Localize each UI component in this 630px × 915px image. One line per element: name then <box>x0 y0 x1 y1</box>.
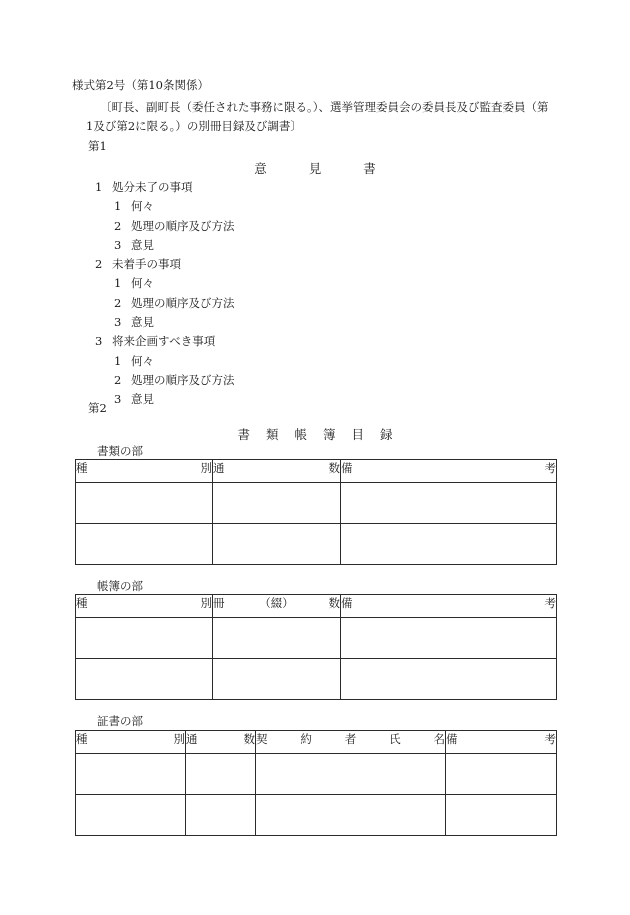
certificates-table-caption: 証書の部 <box>97 714 143 728</box>
outline-item-2-sub-3-number: 3 <box>114 315 122 330</box>
catalog-title-char-5: 目 <box>351 427 365 442</box>
documents-header-count-left: 通 <box>213 461 225 475</box>
opinion-title <box>0 159 630 177</box>
documents-header-type <box>76 460 213 483</box>
certificates-header-count-left: 通 <box>186 732 198 746</box>
certificates-cell-party[interactable] <box>256 795 446 836</box>
outline-item-1-sub-2 <box>0 217 630 236</box>
outline-item-1-label: 処分未了の事項 <box>112 180 193 194</box>
catalog-title-char-4: 簿 <box>323 427 336 442</box>
documents-header-remarks-right: 考 <box>544 461 556 475</box>
table-row <box>76 754 557 795</box>
ledgers-header-type-right: 別 <box>200 596 212 610</box>
outline-item-3-number: 3 <box>95 334 103 349</box>
ledgers-header-count <box>213 595 341 618</box>
certificates-header-party-name <box>256 731 446 754</box>
documents-cell-type[interactable] <box>76 524 213 565</box>
ledgers-cell-type[interactable] <box>76 659 213 700</box>
outline-item-2-sub-2-label: 処理の順序及び方法 <box>131 295 235 310</box>
outline-item-3-sub-1-number: 1 <box>114 353 122 368</box>
documents-cell-remarks[interactable] <box>341 483 557 524</box>
table-header-row <box>76 731 557 754</box>
certificates-cell-count[interactable] <box>186 795 256 836</box>
outline-item-3-sub-3-number: 3 <box>114 392 122 407</box>
outline-item-1-sub-2-label: 処理の順序及び方法 <box>131 218 235 233</box>
certificates-header-count <box>186 731 256 754</box>
table-row <box>76 659 557 700</box>
outline-item-2-sub-1 <box>0 274 630 293</box>
section-1-label: 第1 <box>88 139 107 153</box>
ledgers-cell-type[interactable] <box>76 618 213 659</box>
table-header-row <box>76 460 557 483</box>
opinion-title-char-3: 書 <box>363 161 376 176</box>
outline-item-1-sub-1 <box>0 197 630 216</box>
ledgers-header-count-left: 冊 <box>213 596 225 610</box>
certificates-header-type <box>76 731 186 754</box>
ledgers-header-count-mid: （綴） <box>259 596 294 610</box>
ledgers-table-caption: 帳簿の部 <box>97 579 143 593</box>
certificates-header-remarks-left: 備 <box>446 732 458 746</box>
outline-list <box>0 178 630 410</box>
opinion-title-char-1: 意 <box>254 161 267 176</box>
table-row <box>76 795 557 836</box>
certificates-header-type-right: 別 <box>173 732 185 746</box>
catalog-title-char-3: 帳 <box>294 427 307 442</box>
documents-cell-count[interactable] <box>213 524 341 565</box>
bracket-note <box>72 98 559 136</box>
certificates-cell-count[interactable] <box>186 754 256 795</box>
outline-item-2-sub-2-number: 2 <box>114 295 122 310</box>
outline-item-2-number: 2 <box>95 257 103 272</box>
outline-item-3-sub-3-label: 意見 <box>131 392 154 407</box>
certificates-table <box>75 730 557 836</box>
outline-item-2-sub-1-label: 何々 <box>131 276 154 291</box>
ledgers-cell-remarks[interactable] <box>341 659 557 700</box>
section-2-label: 第2 <box>88 401 107 415</box>
outline-item-1-sub-3 <box>0 236 630 255</box>
certificates-cell-type[interactable] <box>76 795 186 836</box>
documents-cell-count[interactable] <box>213 483 341 524</box>
certificates-header-party-char-4: 氏 <box>389 732 401 746</box>
certificates-cell-remarks[interactable] <box>446 795 557 836</box>
certificates-header-party-char-5: 名 <box>433 732 445 746</box>
outline-item-2-sub-3 <box>0 313 630 332</box>
outline-item-1-sub-3-label: 意見 <box>131 237 154 252</box>
documents-header-count-right: 数 <box>328 461 340 475</box>
certificates-cell-party[interactable] <box>256 754 446 795</box>
table-row <box>76 483 557 524</box>
outline-item-3-sub-1-label: 何々 <box>131 353 154 368</box>
ledgers-header-remarks <box>341 595 557 618</box>
outline-item-1-sub-3-number: 3 <box>114 237 122 252</box>
ledgers-cell-count[interactable] <box>213 659 341 700</box>
outline-item-3-sub-2-number: 2 <box>114 372 122 387</box>
ledgers-header-type <box>76 595 213 618</box>
certificates-header-count-right: 数 <box>243 732 255 746</box>
certificates-cell-remarks[interactable] <box>446 754 557 795</box>
outline-item-1-sub-2-number: 2 <box>114 218 122 233</box>
outline-item-2-sub-1-number: 1 <box>114 276 122 291</box>
catalog-title <box>0 425 630 443</box>
outline-item-3-sub-2 <box>0 371 630 390</box>
outline-item-3-label: 将来企画すべき事項 <box>112 334 216 349</box>
documents-table-caption: 書類の部 <box>97 444 143 458</box>
certificates-header-party-char-2: 約 <box>300 732 312 746</box>
outline-item-1 <box>0 178 630 197</box>
documents-header-remarks-left: 備 <box>341 461 353 475</box>
documents-header-remarks <box>341 460 557 483</box>
outline-item-1-sub-1-label: 何々 <box>131 199 154 214</box>
outline-item-2 <box>0 255 630 274</box>
ledgers-header-count-right: 数 <box>328 596 340 610</box>
certificates-cell-type[interactable] <box>76 754 186 795</box>
outline-item-1-sub-1-number: 1 <box>114 199 122 214</box>
ledgers-header-remarks-left: 備 <box>341 596 353 610</box>
certificates-header-party-char-1: 契 <box>256 732 268 746</box>
ledgers-cell-count[interactable] <box>213 618 341 659</box>
ledgers-table <box>75 594 557 700</box>
outline-item-1-number: 1 <box>95 180 103 194</box>
table-row <box>76 618 557 659</box>
outline-item-2-sub-3-label: 意見 <box>131 315 154 330</box>
ledgers-header-type-left: 種 <box>76 596 88 610</box>
certificates-header-party-char-3: 者 <box>344 732 357 746</box>
catalog-title-char-1: 書 <box>237 427 250 442</box>
documents-header-type-right: 別 <box>200 461 212 475</box>
documents-header-type-left: 種 <box>76 461 88 475</box>
documents-cell-type[interactable] <box>76 483 213 524</box>
catalog-title-char-6: 録 <box>380 427 393 442</box>
outline-item-3-sub-2-label: 処理の順序及び方法 <box>131 372 235 387</box>
documents-cell-remarks[interactable] <box>341 524 557 565</box>
table-row <box>76 524 557 565</box>
catalog-title-char-2: 類 <box>265 427 279 442</box>
ledgers-header-remarks-right: 考 <box>544 596 556 610</box>
certificates-header-remarks-right: 考 <box>544 732 556 746</box>
table-header-row <box>76 595 557 618</box>
opinion-title-char-2: 見 <box>308 161 322 176</box>
bracket-note-line-2: 1及び第2に限る。）の別冊目録及び調書〕 <box>86 119 302 133</box>
outline-item-3 <box>0 332 630 351</box>
outline-item-2-label: 未着手の事項 <box>112 257 181 272</box>
ledgers-cell-remarks[interactable] <box>341 618 557 659</box>
certificates-header-remarks <box>446 731 557 754</box>
outline-item-3-sub-1 <box>0 352 630 371</box>
documents-table <box>75 459 557 565</box>
documents-header-count <box>213 460 341 483</box>
bracket-note-line-1: 〔町長、副町長（委任された事務に限る。）、選挙管理委員会の委員長及び監査委員（第 <box>100 100 549 114</box>
outline-item-2-sub-2 <box>0 294 630 313</box>
form-number: 様式第2号（第10条関係） <box>72 78 209 92</box>
certificates-header-type-left: 種 <box>76 732 88 746</box>
